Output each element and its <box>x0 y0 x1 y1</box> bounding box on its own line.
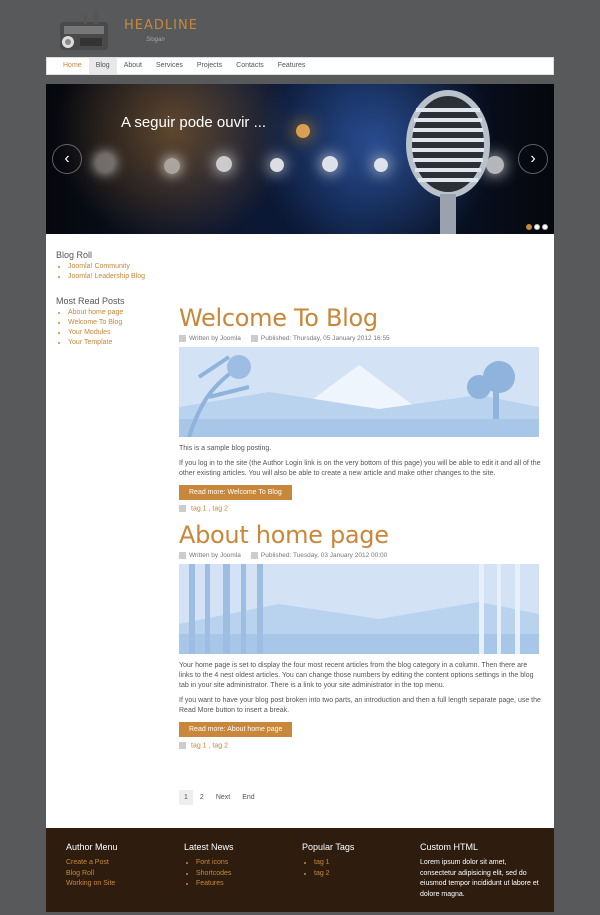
footer-heading: Popular Tags <box>302 842 355 852</box>
tag-icon <box>179 742 186 749</box>
footer-author-menu <box>66 842 181 890</box>
page-2-link[interactable]: 2 <box>199 794 204 801</box>
footer-link[interactable]: • Features <box>196 879 299 890</box>
post-tags <box>179 505 541 512</box>
post-meta <box>179 335 541 342</box>
bokeh-light <box>96 154 114 172</box>
post-paragraph: This is a sample blog posting. <box>179 445 272 453</box>
post-image-landscape <box>179 347 539 437</box>
post-paragraph: If you want to have your blog post broken into two parts, an introduction and then a full length separate page, use the Read More button to insert a break. <box>179 696 541 714</box>
post-paragraph: Your home page is set to display the four most recent articles from the blog category in a column. Then there are links to the 4 nest oldest articles. You can change those numbers by editing the content options settings in the blog tab in your site administrator. There is a link to your site administrator in the top menu. <box>179 661 534 689</box>
bokeh-light <box>270 158 284 172</box>
post-author: Written by Joomla <box>189 551 241 559</box>
most-read-title: Most Read Posts <box>56 296 125 306</box>
footer-link[interactable]: • Font icons <box>196 858 299 869</box>
slider-pagination <box>526 224 548 230</box>
post-date: Published: Tuesday, 03 January 2012 00:00 <box>260 551 388 559</box>
slider-dot[interactable] <box>542 224 548 230</box>
tag-icon <box>179 505 186 512</box>
author-meta <box>179 335 241 342</box>
microphone-icon <box>386 86 496 234</box>
blog-post <box>179 304 541 513</box>
date-meta <box>251 552 387 559</box>
post-image-bamboo <box>179 564 539 654</box>
nav-item-blog[interactable]: Blog <box>89 58 117 74</box>
site-header <box>46 4 554 56</box>
post-tags <box>179 742 541 749</box>
footer-custom-html <box>420 842 540 900</box>
blog-roll-list <box>56 262 176 282</box>
footer-text: Lorem ipsum dolor sit amet, consectetur adipisicing elit, sed do eiusmod tempor incididunt ut labore et dolore magna. <box>420 859 539 898</box>
user-icon <box>179 335 186 342</box>
slider-prev-icon[interactable]: ‹ <box>52 144 82 174</box>
footer-link[interactable]: Working on Site <box>66 880 116 887</box>
footer-link[interactable]: Blog Roll <box>66 869 95 877</box>
author-meta <box>179 552 241 559</box>
bokeh-light <box>296 124 310 138</box>
most-read-list <box>56 308 176 348</box>
post-title[interactable]: About home page <box>179 520 389 549</box>
post-paragraph: If you log in to the site (the Author Login link is on the very bottom of this page) you will be able to edit it and all of the other existing articles. You will also be able to create a new article and make other changes to the site. <box>179 460 541 478</box>
post-author: Written by Joomla <box>189 335 241 343</box>
hero-slider <box>46 84 554 234</box>
logo-slogan: Slogan <box>146 37 165 43</box>
sidebar <box>56 250 176 362</box>
footer-heading: Custom HTML <box>420 842 479 852</box>
read-more-button[interactable]: Read more: About home page <box>179 722 292 737</box>
slider-caption: A seguir pode ouvir ... <box>121 114 267 131</box>
sidebar-link[interactable]: • Joomla! Leadership Blog <box>68 272 176 282</box>
footer-popular-tags <box>302 842 417 879</box>
nav-item-features[interactable]: Features <box>277 62 306 69</box>
calendar-icon <box>251 552 258 559</box>
post-meta <box>179 552 541 559</box>
sidebar-link[interactable]: • Welcome To Blog <box>68 318 176 328</box>
nav-item-services[interactable]: Services <box>156 62 183 69</box>
bokeh-light <box>164 158 180 174</box>
blog-main <box>179 304 541 749</box>
nav-item-contacts[interactable]: Contacts <box>236 62 264 69</box>
radio-logo-icon[interactable] <box>54 6 112 54</box>
calendar-icon <box>251 335 258 342</box>
post-title[interactable]: Welcome To Blog <box>179 304 378 332</box>
nav-item-about[interactable]: About <box>123 62 142 69</box>
footer-link[interactable]: Create a Post <box>66 859 109 866</box>
tag-links[interactable]: tag 1 , tag 2 <box>191 505 228 513</box>
pagination <box>179 790 260 805</box>
user-icon <box>179 552 186 559</box>
next-page-link[interactable]: Next <box>215 794 231 801</box>
blog-roll-title: Blog Roll <box>56 250 93 260</box>
read-more-button[interactable]: Read more: Welcome To Blog <box>179 485 292 500</box>
slider-dot[interactable] <box>534 224 540 230</box>
main-nav <box>46 57 554 75</box>
footer-heading: Latest News <box>184 842 234 852</box>
footer-latest-news <box>184 842 299 890</box>
sidebar-link[interactable]: • Joomla! Community <box>68 262 176 272</box>
tag-links[interactable]: tag 1 , tag 2 <box>191 742 228 750</box>
nav-item-projects[interactable]: Projects <box>196 62 223 69</box>
footer-link[interactable]: • Shortcodes <box>196 869 299 880</box>
date-meta <box>251 335 390 342</box>
nav-item-home[interactable]: Home <box>63 62 82 69</box>
sidebar-link[interactable]: • Your Template <box>68 338 176 348</box>
footer-link[interactable]: • tag 2 <box>314 869 417 880</box>
logo-text[interactable]: HEADLINE <box>124 18 198 33</box>
footer-link[interactable]: • tag 1 <box>314 858 417 869</box>
bokeh-light <box>322 156 338 172</box>
footer-heading: Author Menu <box>66 842 118 852</box>
page-1-link[interactable]: 1 <box>179 790 193 805</box>
post-date: Published: Thursday, 05 January 2012 16:55 <box>260 335 390 343</box>
slider-next-icon[interactable]: › <box>518 144 548 174</box>
end-page-link[interactable]: End <box>242 794 255 801</box>
sidebar-link[interactable]: • Your Modules <box>68 328 176 338</box>
sidebar-link[interactable]: • About home page <box>68 308 176 318</box>
blog-post <box>179 521 541 750</box>
slider-dot[interactable] <box>526 224 532 230</box>
bokeh-light <box>216 156 232 172</box>
site-footer <box>46 828 554 912</box>
content-area <box>46 234 554 828</box>
